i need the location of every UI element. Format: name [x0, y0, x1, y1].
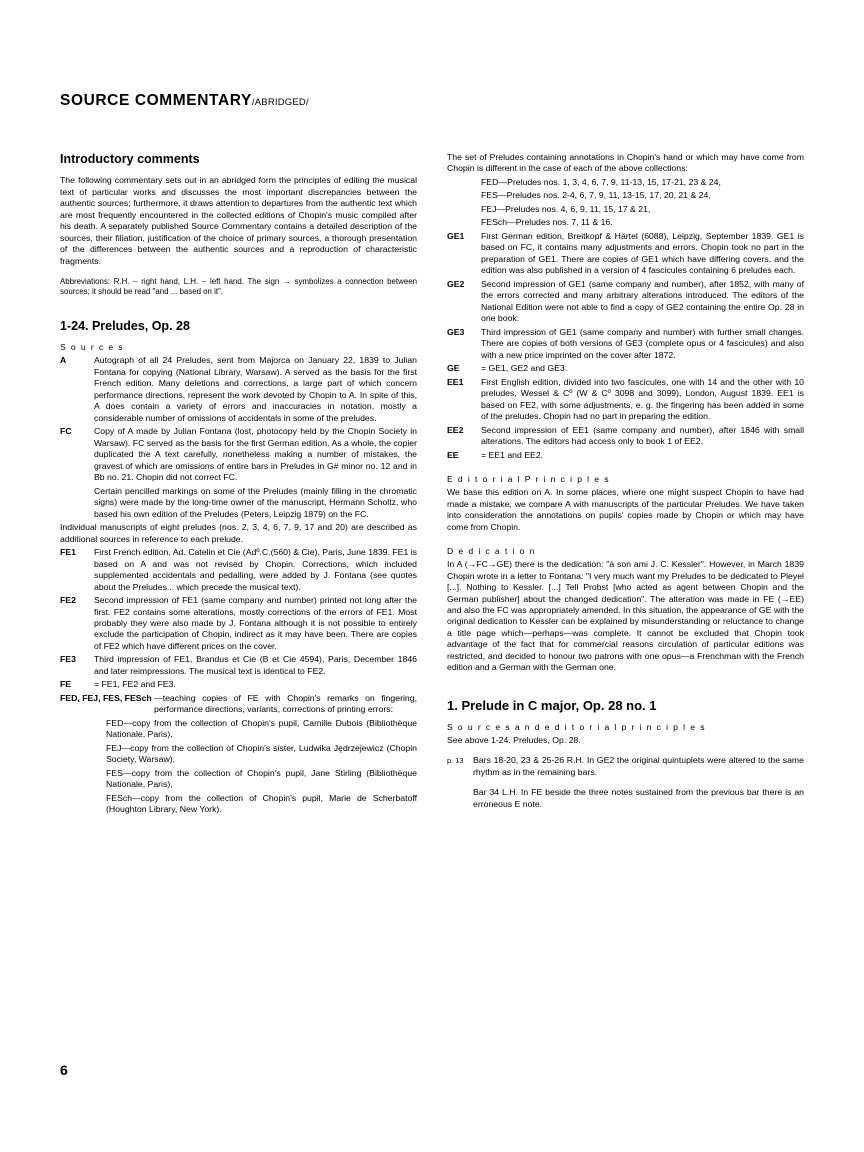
edition-text: Second impression of GE1 (same company and number), after 1852, with many of the errors corrected and many arbitrary alterations introduced. The editors of the National Edition were not able to find a copy of GE2 containing the entire Op. 28 in one book.: [481, 278, 804, 324]
page-title-suffix: /ABRIDGED/: [251, 97, 309, 108]
editorial-principles-text: We base this edition on A. In some places, where one might suspect Chopin to have had made a mistake, we compare A with manuscripts of the particular Preludes. We have taken into consideration the annotations on pupils' copies made by Chopin or which may have come from Chopin.: [447, 487, 804, 532]
english-edition-entry-EE2: [447, 425, 804, 448]
source-tag: FC: [60, 426, 72, 437]
edition-text: First English edition, divided into two fascicules, one with 14 and the other with 10 preludes, Wessel & Cº (W & Cº 3098 and 3099), London, August 1839. EE1 is based on FE2, with some adjustments, e. g. the fingering has been added in some of the preludes. Chopin had no part in preparing the edition.: [481, 376, 804, 422]
edition-entry-FE3: [60, 654, 417, 677]
page-title: [60, 92, 804, 110]
edition-tag: EE2: [447, 424, 464, 435]
teaching-copy-FEJ: FEJ—copy from the collection of Chopin's sister, Ludwika Jędrzejewicz (Chopin Society, Warsaw),: [106, 742, 417, 765]
note-text: Bars 18-20, 23 & 25-26 R.H. In GE2 the original quintuplets were altered to the same rhythm as in the remaining bars.: [473, 755, 804, 777]
edition-tag: GE2: [447, 278, 465, 289]
edition-text: Second impression of FE1 (same company and number) printed not long after the first. FE2 contains some alterations, mostly corrections of the errors of FE1. Most probably they were also made by J. Fontana although it is not possible to entirely exclude the participation of Chopin, indirect as it may have been. There are copies of FE2 which have different prices on the cover.: [94, 595, 417, 651]
edition-text: Second impression of EE1 (same company and number), after 1846 with small alterations. The editors had access only to book 1 of EE2.: [481, 424, 804, 447]
edition-entry-FE2: [60, 595, 417, 652]
edition-text: = GE1, GE2 and GE3.: [481, 363, 568, 374]
german-edition-entry-GE3: [447, 327, 804, 361]
edition-text: Third impression of GE1 (same company and number) with further small changes. There are copies of both versions of GE3 (complete opus or 4 fascicules) and also with a new price imprinted on the cover after 1872.: [481, 326, 804, 360]
source-text: Autograph of all 24 Preludes, sent from Majorca on January 22, 1839 to Julian Fontana for copying (National Library, Warsaw). A served as the basis for the first French edition. Many deletions and corrections, a large part of which concern performance directions, represent the work devoted by Chopin to A. In spite of this, A does contain a variety of errors and inaccuracies in notation, mostly a considerable number of omissions of accidentals in some of the preludes.: [94, 355, 417, 423]
english-edition-entry-EE: [447, 450, 804, 461]
editorial-principles-label: E d i t o r i a l P r i n c i p l e s: [447, 474, 610, 485]
edition-text: = EE1 and EE2.: [481, 449, 544, 460]
teaching-copy-FESch: FESch—copy from the collection of Chopin's pupil, Marie de Scherbatoff (Houghton Library, New York).: [106, 792, 417, 815]
edition-tag: GE3: [447, 326, 465, 337]
source-text: Copy of A made by Julian Fontana (lost, photocopy held by the Chopin Society in Warsaw). FC served as the basis for the first German edition. As a whole, the copier duplicated the A text carefully, nonetheless making a number of mistakes, the gravest of which are omissions of entire bars in Preludes in G# minor no. 12 and in Bb no. 21. Chopin did not correct FC.: [94, 426, 417, 483]
edition-text: Third impression of FE1, Brandus et Cie (B et Cie 4594), Paris, December 1846 and later reimpressions. The musical text is identical to FE2.: [94, 654, 417, 676]
page-mark: [447, 787, 473, 810]
edition-entry-FE: [60, 679, 417, 690]
german-edition-entry-GE1: [447, 231, 804, 277]
edition-text: = FE1, FE2 and FE3.: [94, 679, 176, 690]
german-edition-entry-GE: [447, 363, 804, 374]
note-row: [447, 787, 804, 810]
sources-addendum: Certain pencilled markings on some of the Preludes (mainly filling in the chromatic signs) were made by the long-time owner of the manuscript, Hermann Scholtz, who based his own edition of the Preludes (Peters, Leipzig 1879) on the FC.: [94, 485, 417, 519]
english-edition-entry-EE1: [447, 377, 804, 423]
annotations-intro: The set of Preludes containing annotations in Chopin's hand or which may have come from Chopin is different in the case of each of the above collections:: [447, 152, 804, 174]
dedication-text: In A (→FC→GE) there is the dedication: "à son ami J. C. Kessler". However, in March 1839 Chopin wrote in a letter to Fontana: "I very much want my Preludes to be dedicated to Pleyel [...]. Nothing to Kessler. [...] Tell Probst [who acted as agent between Chopin and the German publisher] about the changed dedication". The alteration was made in FE (→EE) and also the FC was appropriately amended. In this situation, the appearance of GE with the original dedication to Kessler can be explained by misunderstanding or reluctance to change a title page which—perhaps—was complete. It cannot be excluded that Chopin took advantage of the fact that for commercial reasons circulation of particular editions was restricted, and decided to honour two patrons with one opus—a Frenchman with the French edition and a German with the German one.: [447, 559, 804, 673]
abbreviations-note: Abbreviations: R.H. – right hand, L.H. – left hand. The sign → symbolizes a connection between sources; it should be read "and ... based on it".: [60, 276, 417, 296]
annotation-line-FEJ: FEJ—Preludes nos. 4, 6, 9, 11, 15, 17 & 21,: [481, 203, 651, 214]
folio-number: 6: [60, 1062, 68, 1078]
right-column: [447, 152, 804, 819]
edition-entry-teaching-copies: [60, 693, 417, 716]
piece-sources-text: See above 1-24. Preludes, Op. 28.: [447, 734, 581, 745]
introductory-comments-heading: Introductory comments: [60, 152, 200, 166]
annotation-line-FESch: FESch—Preludes nos. 7, 11 & 16.: [481, 217, 613, 228]
edition-tag: GE1: [447, 230, 465, 241]
edition-tag: FE3: [60, 654, 76, 665]
note-text: Bar 34 L.H. In FE beside the three notes sustained from the previous bar there is an erroneous E note.: [473, 787, 804, 809]
annotation-line-FES: FES—Preludes nos. 2-4, 6, 7, 9, 11, 13-15, 17, 20, 21 & 24,: [481, 190, 711, 201]
edition-tag: FE2: [60, 595, 76, 606]
edition-tag: EE1: [447, 376, 464, 387]
manuscripts-note: Individual manuscripts of eight preludes (nos. 2, 3, 4, 6, 7, 9, 17 and 20) are described as additional sources in reference to each prelude.: [60, 522, 417, 544]
introductory-comments-paragraph: The following commentary sets out in an abridged form the principles of editing the musical text of particular works and discusses the most important discrepancies between the authentic sources; furthermore, it draws attention to departures from the authentic text which are most frequently encountered in the collected editions of Chopin's music compiled after his death. A separately published Source Commentary contains a detailed description of the sources, their filiation, justification of the choice of primary sources, a thorough presentation of the differences between the authentic sources and a reproduction of characteristic fragments.: [60, 175, 417, 266]
source-entry-A: [60, 355, 417, 424]
edition-tag: EE: [447, 449, 459, 460]
edition-entry-FE1: [60, 547, 417, 593]
piece-sources-label: S o u r c e s a n d e d i t o r i a l p r i n c i p l e s: [447, 721, 706, 732]
german-edition-entry-GE2: [447, 279, 804, 325]
edition-text: —teaching copies of FE with Chopin's remarks on fingering, performance directions, variants, corrections of printing errors:: [154, 692, 417, 715]
teaching-copy-FED: FED—copy from the collection of Chopin's pupil, Camille Dubois (Bibliothèque Nationale, Paris),: [106, 717, 417, 740]
teaching-copy-FES: FES—copy from the collection of Chopin's pupil, Jane Stirling (Bibliothèque Nationale, Paris),: [106, 767, 417, 790]
edition-text: First German edition, Breitkopf & Härtel (6088), Leipzig, September 1839. GE1 is based on FC, it contains many adjustments and errors. Chopin took no part in the preparation of GE1. There are copies of GE1 which have differing covers, and the edition was also published in a version of 4 fascicules containing 6 preludes each.: [481, 230, 804, 276]
preludes-heading: 1-24. Preludes, Op. 28: [60, 319, 190, 334]
annotation-line-FED: FED—Preludes nos. 1, 3, 4, 6, 7, 9, 11-13, 15, 17-21, 23 & 24,: [481, 176, 721, 187]
source-entry-FC: [60, 426, 417, 483]
edition-text: First French edition, Ad. Catelin et Cie (Adº.C.(560) & Cie), Paris, June 1839. FE1 is based on A and was not revised by Chopin. Corrections, which included supplemented accidentals and pedalling, were added by J. Fontana (see quotes about the Preludes... which precede the musical text).: [94, 547, 417, 592]
page-content: [60, 92, 804, 819]
sources-label: S o u r c e s: [60, 342, 125, 353]
page-mark: p. 13: [447, 756, 464, 766]
source-tag: A: [60, 355, 67, 366]
left-column: [60, 152, 417, 819]
edition-tag: GE: [447, 363, 460, 374]
two-column-layout: [60, 152, 804, 819]
note-row: [447, 755, 804, 778]
edition-tag: FE: [60, 679, 72, 690]
edition-tag: FE1: [60, 547, 76, 558]
dedication-label: D e d i c a t i o n: [447, 546, 536, 557]
edition-tag: FED, FEJ, FES, FESch: [60, 692, 152, 703]
piece-heading: 1. Prelude in C major, Op. 28 no. 1: [447, 697, 657, 713]
page-title-main: SOURCE COMMENTARY: [60, 92, 252, 109]
